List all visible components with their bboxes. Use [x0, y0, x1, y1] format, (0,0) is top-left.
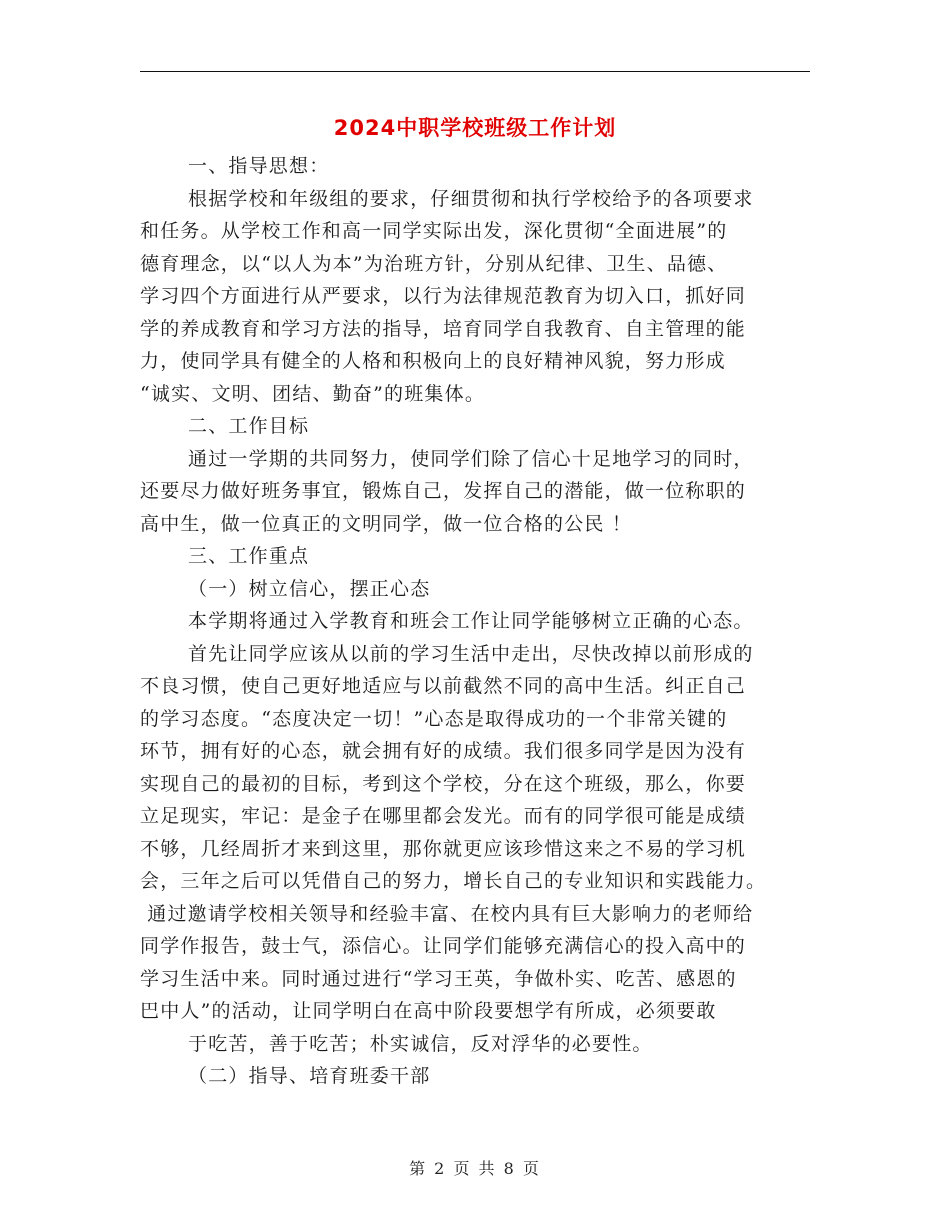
- paragraph-line: 会，三年之后可以凭借自己的努力，增长自己的专业知识和实践能力。: [140, 870, 767, 892]
- paragraph-line: 不良习惯，使自己更好地适应与以前截然不同的高中生活。纠正自己: [140, 675, 747, 697]
- document-title: 2024中职学校班级工作计划: [333, 116, 617, 140]
- paragraph-line: 力，使同学具有健全的人格和积极向上的良好精神风貌，努力形成: [140, 350, 726, 372]
- section-heading: 一、指导思想：: [188, 155, 330, 177]
- subsection-heading: （二）指导、培育班委干部: [188, 1065, 431, 1087]
- document-body: [140, 150, 816, 1093]
- paragraph-line: 同学作报告，鼓士气，添信心。让同学们能够充满信心的投入高中的: [140, 935, 747, 957]
- paragraph-line: 学的养成教育和学习方法的指导，培育同学自我教育、自主管理的能: [140, 317, 747, 340]
- paragraph-line: 不够，几经周折才来到这里，那你就更应该珍惜这来之不易的学习机: [140, 837, 747, 860]
- paragraph-line: 环节，拥有好的心态，就会拥有好的成绩。我们很多同学是因为没有: [140, 740, 747, 762]
- paragraph-line: 和任务。从学校工作和高一同学实际出发，深化贯彻“全面进展”的: [140, 220, 728, 242]
- paragraph-line: 首先让同学应该从以前的学习生活中走出，尽快改掉以前形成的: [188, 642, 754, 665]
- paragraph-line: 于吃苦，善于吃苦；朴实诚信，反对浮华的必要性。: [188, 1032, 653, 1055]
- section-heading: 三、工作重点: [188, 545, 310, 567]
- paragraph-line: 本学期将通过入学教育和班会工作让同学能够树立正确的心态。: [188, 610, 754, 632]
- paragraph-line: 立足现实，牢记：是金子在哪里都会发光。而有的同学很可能是成绩: [140, 805, 747, 827]
- paragraph-line: 根据学校和年级组的要求，仔细贯彻和执行学校给予的各项要求: [188, 187, 754, 210]
- paragraph-line: 实现自己的最初的目标，考到这个学校，分在这个班级，那么，你要: [140, 772, 747, 795]
- section-heading: 二、工作目标: [188, 415, 310, 437]
- paragraph-line: “诚实、文明、团结、勤奋”的班集体。: [140, 382, 486, 405]
- paragraph-line: 通过邀请学校相关领导和经验丰富、在校内具有巨大影响力的老师给: [140, 902, 754, 925]
- paragraph-line: 还要尽力做好班务事宜，锻炼自己，发挥自己的潜能，做一位称职的: [140, 480, 747, 502]
- paragraph-line: 学习四个方面进行从严要求，以行为法律规范教育为切入口，抓好同: [140, 285, 747, 307]
- paragraph-line: 巴中人”的活动，让同学明白在高中阶段要想学有所成，必须要敢: [140, 1000, 717, 1022]
- paragraph-line: 的学习态度。“态度决定一切！”心态是取得成功的一个非常关键的: [140, 707, 728, 730]
- paragraph-line: 通过一学期的共同努力，使同学们除了信心十足地学习的同时，: [188, 447, 754, 470]
- paragraph-line: 高中生，做一位真正的文明同学，做一位合格的公民 ！: [140, 512, 633, 535]
- page-footer: 第 2 页 共 8 页: [409, 1159, 541, 1178]
- paragraph-line: 德育理念，以“以人为本”为治班方针，分别从纪律、卫生、品德、: [140, 252, 728, 275]
- header-rule: [140, 71, 810, 72]
- paragraph-line: 学习生活中来。同时通过进行“学习王英，争做朴实、吃苦、感恩的: [140, 967, 737, 990]
- subsection-heading: （一）树立信心，摆正心态: [188, 577, 431, 600]
